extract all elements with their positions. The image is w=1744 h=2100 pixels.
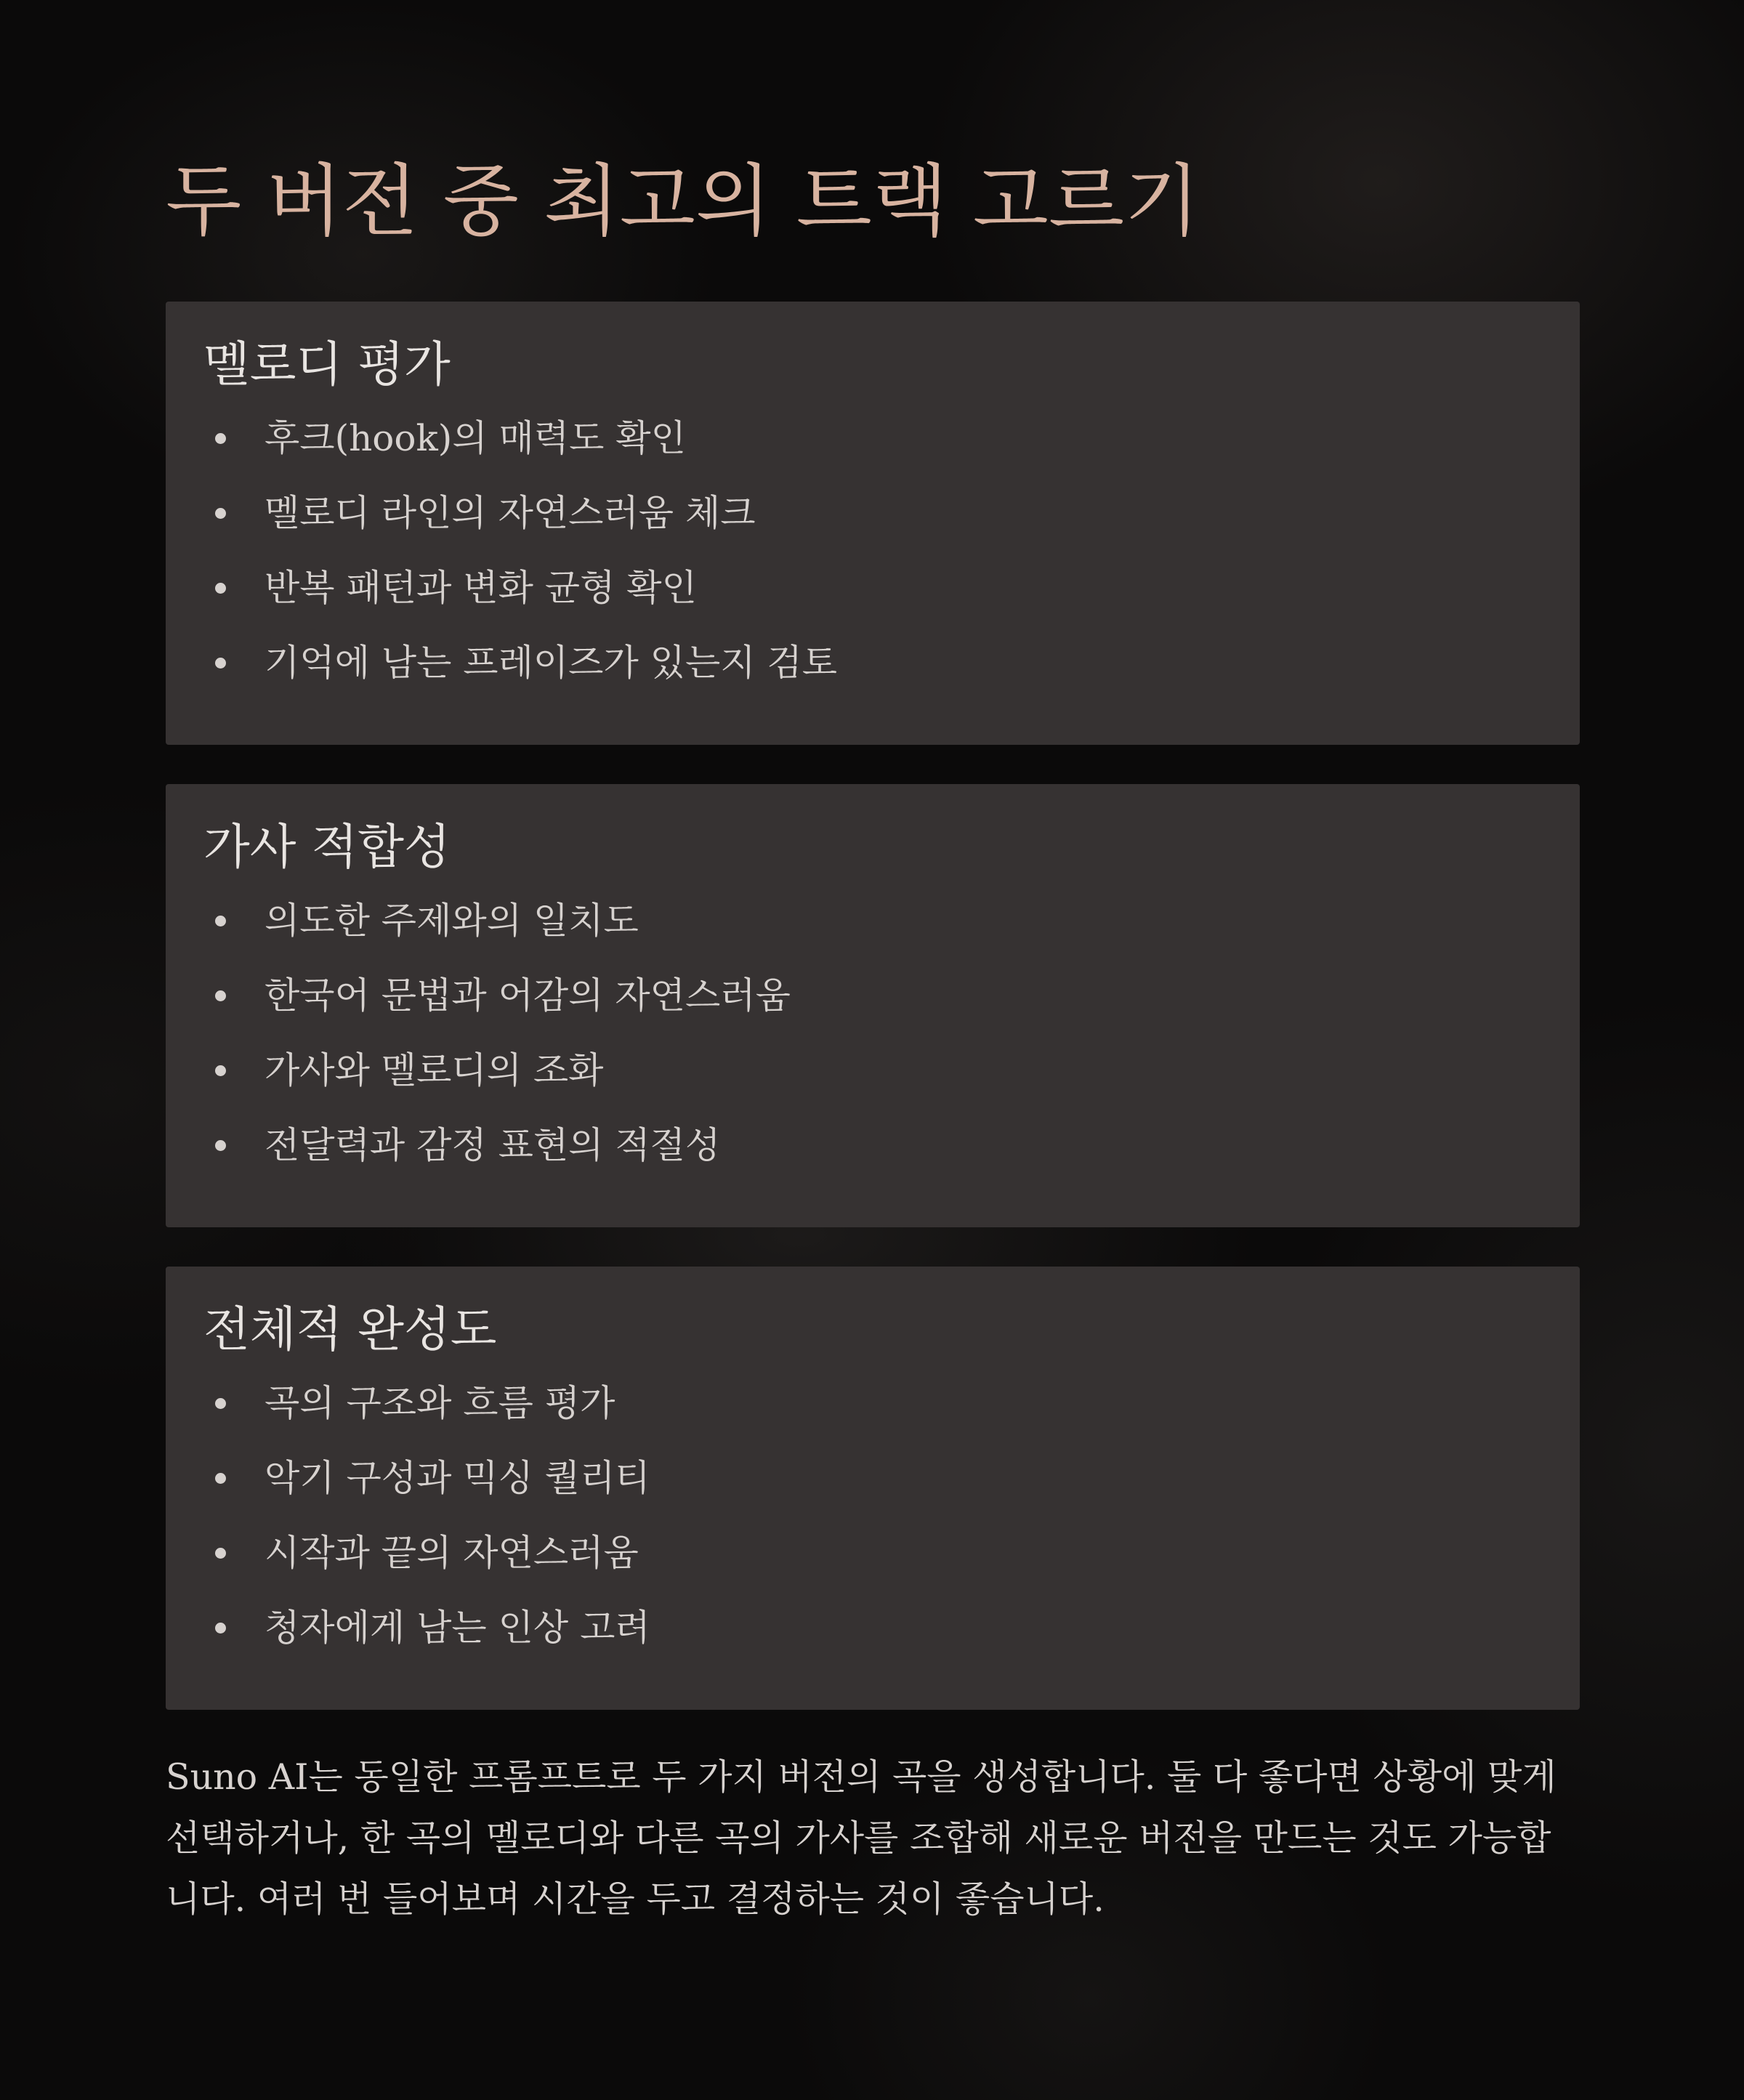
list-item-text: 전달력과 감정 표현의 적절성 xyxy=(265,1124,721,1166)
list-item xyxy=(166,1116,791,1191)
bullet-icon xyxy=(215,658,226,669)
list-item xyxy=(166,1524,650,1599)
bullet-icon xyxy=(215,1065,226,1076)
bullet-icon xyxy=(215,916,226,926)
list-item-text: 멜로디 라인의 자연스러움 체크 xyxy=(265,492,756,534)
bullet-icon xyxy=(215,433,226,444)
list-item-text: 의도한 주제와의 일치도 xyxy=(265,900,639,942)
section-card-melody xyxy=(166,302,1580,745)
list-item-text: 가사와 멜로디의 조화 xyxy=(265,1049,604,1091)
bullet-icon xyxy=(215,1398,226,1409)
page-title: 두 버전 중 최고의 트랙 고르기 xyxy=(166,156,1200,247)
list-item xyxy=(166,409,837,484)
bullet-icon xyxy=(215,508,226,519)
section-heading: 가사 적합성 xyxy=(203,819,451,875)
list-item xyxy=(166,1449,650,1524)
criteria-list xyxy=(166,409,837,708)
list-item-text: 곡의 구조와 흐름 평가 xyxy=(265,1382,615,1424)
list-item-text: 기억에 남는 프레이즈가 있는지 검토 xyxy=(265,642,838,684)
bullet-icon xyxy=(215,990,226,1001)
list-item xyxy=(166,1041,791,1116)
section-heading: 전체적 완성도 xyxy=(203,1301,497,1357)
list-item-text: 후크(hook)의 매력도 확인 xyxy=(265,417,686,459)
list-item-text: 반복 패턴과 변화 균형 확인 xyxy=(265,567,697,609)
criteria-list xyxy=(166,892,791,1191)
bullet-icon xyxy=(215,1548,226,1559)
section-card-lyrics xyxy=(166,784,1580,1227)
bullet-icon xyxy=(215,1140,226,1151)
list-item xyxy=(166,559,837,634)
bullet-icon xyxy=(215,1623,226,1633)
list-item xyxy=(166,892,791,966)
list-item-text: 청자에게 남는 인상 고려 xyxy=(265,1607,650,1649)
list-item xyxy=(166,1599,650,1673)
bullet-icon xyxy=(215,583,226,594)
section-heading: 멜로디 평가 xyxy=(203,336,451,392)
list-item xyxy=(166,634,837,708)
summary-paragraph: Suno AI는 동일한 프롬프트로 두 가지 버전의 곡을 생성합니다. 둘 다 좋다면 상황에 맞게 선택하거나, 한 곡의 멜로디와 다른 곡의 가사를 조합해 새로운 버전을 만드는 것도 가능합니다. 여러 번 들어보며 시간을 두고 결정하는 것이 좋습니다. xyxy=(166,1756,1557,1920)
list-item xyxy=(166,966,791,1041)
bullet-icon xyxy=(215,1473,226,1484)
list-item-text: 한국어 문법과 어감의 자연스러움 xyxy=(265,974,791,1017)
list-item xyxy=(166,1374,650,1449)
list-item-text: 악기 구성과 믹싱 퀄리티 xyxy=(265,1457,650,1499)
list-item xyxy=(166,484,837,559)
criteria-list xyxy=(166,1374,650,1673)
section-card-completeness xyxy=(166,1267,1580,1710)
list-item-text: 시작과 끝의 자연스러움 xyxy=(265,1532,639,1574)
